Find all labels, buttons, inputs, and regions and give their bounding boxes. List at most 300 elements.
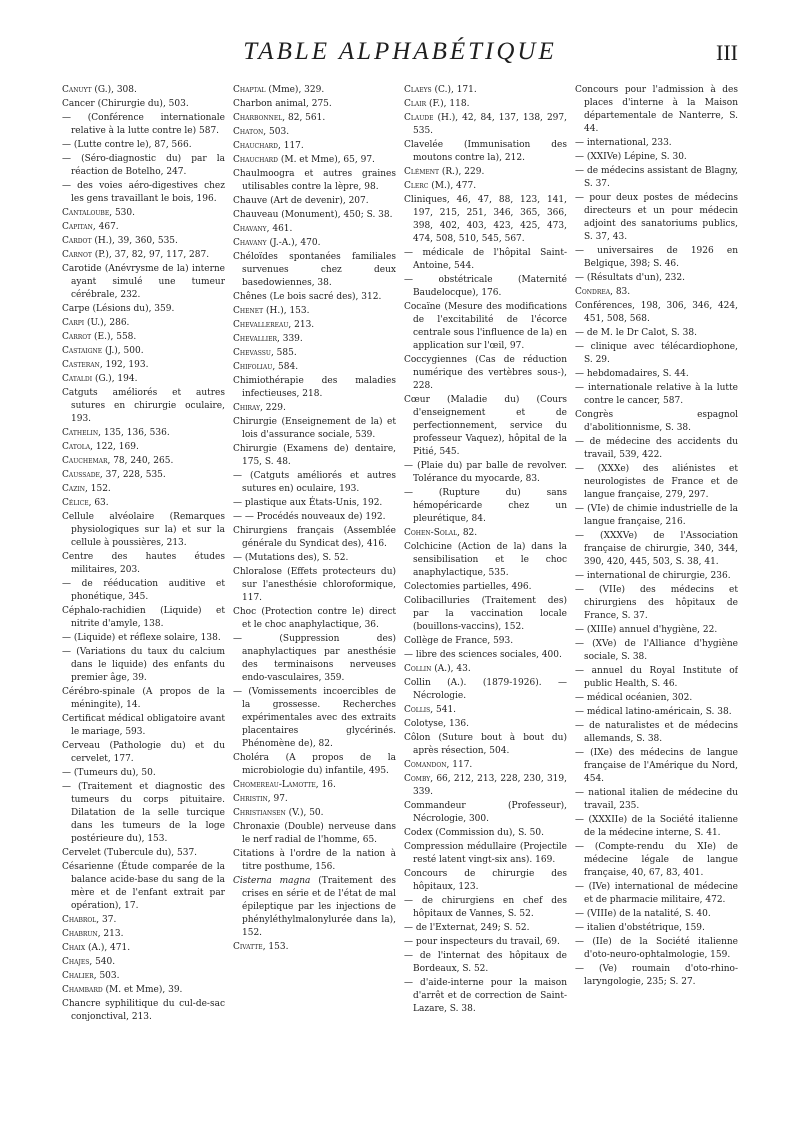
index-entry: [233, 195, 396, 208]
entry-text: Congrès espagnol d'abolitionnisme, S. 38.: [575, 410, 738, 433]
index-entry: [62, 847, 225, 860]
entry-text: Certificat médical obligatoire avant le mariage, 593.: [62, 714, 225, 737]
entry-text: (J.-A.), 470.: [266, 238, 321, 248]
index-entry: [233, 154, 396, 167]
index-entry: [62, 317, 225, 330]
entry-heading: Clerc: [404, 181, 429, 191]
entry-heading: Chavany: [233, 224, 267, 234]
index-entry: [62, 235, 225, 248]
entry-text: Citations à l'ordre de la nation à titre posthume, 156.: [233, 849, 396, 872]
index-entry: [62, 605, 225, 631]
index-entry: [575, 747, 738, 786]
entry-text: Colibacilluries (Traitement des) par la vaccination locale (bouillons-vaccins), 152.: [404, 596, 567, 632]
entry-text: Cliniques, 46, 47, 88, 123, 141, 197, 215, 251, 346, 365, 366, 398, 402, 403, 423, 425, 473, 474, 508, 510, 545, 567.: [404, 195, 567, 244]
entry-text: Cervelet (Tubercule du), 537.: [62, 848, 198, 858]
index-entry: [233, 209, 396, 222]
index-entry: [404, 581, 567, 594]
entry-text: — de naturalistes et de médecins allemands, S. 38.: [575, 721, 738, 744]
entry-text: — de M. le Dr Calot, S. 38.: [575, 328, 697, 338]
index-column-2: [233, 84, 396, 1134]
entry-text: — hebdomadaires, S. 44.: [575, 369, 689, 379]
entry-text: Chancre syphilitique du cul-de-sac conjonctival, 213.: [62, 999, 225, 1022]
index-entry: [233, 347, 396, 360]
entry-text: Chronaxie (Double) nerveuse dans le nerf radial de l'homme, 65.: [233, 822, 396, 845]
index-entry: [575, 165, 738, 191]
entry-text: Commandeur (Professeur), Nécrologie, 300.: [404, 801, 567, 824]
index-entry: [233, 333, 396, 346]
entry-heading: Chambard: [62, 985, 103, 995]
index-entry: [404, 84, 567, 97]
index-entry: [62, 956, 225, 969]
entry-text: , 122, 169.: [90, 442, 139, 452]
index-entry: [404, 394, 567, 459]
entry-text: — (VIe) de chimie industrielle de la langue française, 216.: [575, 504, 738, 527]
entry-heading: Clément: [404, 167, 440, 177]
index-entry: [233, 752, 396, 778]
entry-text: , 152.: [85, 484, 111, 494]
index-entry: [575, 272, 738, 285]
entry-text: Céphalo-rachidien (Liquide) et nitrite d'amyle, 138.: [62, 606, 225, 629]
index-entry: [233, 237, 396, 250]
index-entry: [575, 638, 738, 664]
entry-text: Colectomies partielles, 496.: [404, 582, 532, 592]
index-entry: [233, 443, 396, 469]
entry-heading: Charbonnel: [233, 113, 283, 123]
index-entry: [62, 928, 225, 941]
index-entry: [62, 303, 225, 316]
index-entry: [575, 570, 738, 583]
entry-text: — (XXIVe) Lépine, S. 30.: [575, 152, 687, 162]
index-entry: [404, 936, 567, 949]
index-entry: [62, 263, 225, 302]
entry-heading: Cataldi: [62, 374, 93, 384]
entry-text: Codex (Commission du), S. 50.: [404, 828, 544, 838]
entry-text: Colotyse, 136.: [404, 719, 470, 729]
entry-text: , 153.: [262, 942, 289, 952]
entry-text: (J.), 500.: [102, 346, 144, 356]
index-entry: [233, 223, 396, 236]
entry-text: — (Résultats d'un), 232.: [575, 273, 685, 283]
entry-heading: Chifoliau: [233, 362, 273, 372]
index-entry: [404, 247, 567, 273]
index-entry: [404, 732, 567, 758]
entry-heading: Cohen-Solal: [404, 528, 458, 538]
entry-text: — international de chirurgie, 236.: [575, 571, 731, 581]
entry-text: Conférences, 198, 306, 346, 424, 451, 508, 568.: [575, 301, 738, 324]
entry-text: Centre des hautes études militaires, 203.: [62, 552, 225, 575]
entry-text: — (XVe) de l'Alliance d'hygiène sociale, S. 38.: [575, 639, 738, 662]
entry-heading: Castaigne: [62, 346, 103, 356]
entry-text: Chaulmoogra et autres graines utilisables contre la lèpre, 98.: [233, 169, 396, 192]
entry-text: (M.), 477.: [428, 181, 477, 191]
entry-text: (Traitement des crises en série et de l'état de mal épileptique par les injections de phényléthylmalonylurée dans la), 152.: [242, 876, 396, 938]
entry-text: (V.), 50.: [285, 808, 324, 818]
index-entry: [233, 470, 396, 496]
index-entry: [575, 665, 738, 691]
index-entry: [575, 787, 738, 813]
entry-text: Chirurgie (Examens de) dentaire, 175, S. 48.: [233, 444, 396, 467]
index-entry: [62, 632, 225, 645]
entry-text: — — Procédés nouveaux de) 192.: [233, 512, 386, 522]
index-entry: [62, 713, 225, 739]
index-entry: [575, 584, 738, 623]
index-entry: [404, 663, 567, 676]
entry-text: , 461.: [266, 224, 293, 234]
entry-text: (A.), 471.: [85, 943, 131, 953]
index-entry: [404, 527, 567, 540]
entry-text: — internationale relative à la lutte contre le cancer, 587.: [575, 383, 738, 406]
index-entry: [62, 249, 225, 262]
entry-text: , 503.: [93, 971, 120, 981]
index-entry: [575, 692, 738, 705]
entry-heading: Canuyt: [62, 85, 92, 95]
entry-text: — national italien de médecine du travail, 235.: [575, 788, 738, 811]
index-entry: [575, 341, 738, 367]
entry-text: (G.), 308.: [91, 85, 137, 95]
index-entry: [404, 194, 567, 246]
index-entry: [62, 207, 225, 220]
index-entry: [62, 511, 225, 550]
index-entry: [575, 192, 738, 244]
entry-heading: Chaptal: [233, 85, 266, 95]
entry-text: — obstétricale (Maternité Baudelocque), 176.: [404, 275, 567, 298]
entry-text: , 83.: [610, 287, 631, 297]
entry-heading: Cauchemar: [62, 456, 108, 466]
index-entry: [62, 427, 225, 440]
entry-heading: Chauchard: [233, 155, 278, 165]
entry-text: — médical océanien, 302.: [575, 693, 693, 703]
index-entry: [404, 180, 567, 193]
index-entry: [404, 977, 567, 1016]
entry-text: Cerveau (Pathologie du) et du cervelet, 177.: [62, 741, 225, 764]
entry-text: Cellule alvéolaire (Remarques physiologiques sur la) et sur la cellule à poussières, 213.: [62, 512, 225, 548]
entry-text: , 37, 228, 535.: [99, 470, 166, 480]
entry-heading: Cardot: [62, 236, 92, 246]
entry-text: Choléra (A propos de la microbiologie du) infantile, 495.: [233, 753, 396, 776]
entry-text: — (Compte-rendu du XIe) de médecine légale de langue française, 40, 67, 83, 401.: [575, 842, 738, 878]
index-entry: [62, 84, 225, 97]
entry-text: — d'aide-interne pour la maison d'arrêt et de correction de Saint-Lazare, S. 38.: [404, 978, 567, 1014]
entry-text: Chauveau (Monument), 450; S. 38.: [233, 210, 393, 220]
entry-text: — (IVe) international de médecine et de pharmacie militaire, 472.: [575, 882, 738, 905]
index-entry: [404, 841, 567, 867]
index-entry: [62, 942, 225, 955]
entry-text: — pour deux postes de médecins directeurs et un pour médecin adjoint des sanatoriums publics, S. 37, 43.: [575, 193, 738, 242]
entry-text: — (Rupture du) sans hémopéricarde chez un pleurétique, 84.: [404, 488, 567, 524]
entry-text: — (XXXIIe) de la Société italienne de la médecine interne, S. 41.: [575, 815, 738, 838]
entry-text: — des voies aéro-digestives chez les gens travaillant le bois, 196.: [62, 181, 225, 204]
entry-text: — (XXXVe) de l'Association française de chirurgie, 340, 344, 390, 420, 445, 503, S. 38, 41.: [575, 531, 738, 567]
index-entry: [404, 718, 567, 731]
index-entry: [233, 84, 396, 97]
entry-text: , 540.: [89, 957, 116, 967]
index-entry: [404, 460, 567, 486]
index-entry: [62, 740, 225, 766]
index-entry: [233, 606, 396, 632]
entry-heading: Chajes: [62, 957, 90, 967]
entry-text: (F.), 118.: [426, 99, 470, 109]
index-entry: [575, 300, 738, 326]
index-entry: [62, 373, 225, 386]
entry-text: Concours de chirurgie des hôpitaux, 123.: [404, 869, 567, 892]
index-entry: [233, 779, 396, 792]
entry-text: Chirurgie (Enseignement de la) et lois d'assurance sociale, 539.: [233, 417, 396, 440]
entry-text: , 82, 561.: [282, 113, 326, 123]
entry-text: (H.), 39, 360, 535.: [91, 236, 178, 246]
entry-heading: Chaix: [62, 943, 86, 953]
index-entry: [404, 274, 567, 300]
index-entry: [404, 922, 567, 935]
entry-text: (C.), 171.: [431, 85, 477, 95]
entry-heading: Carrot: [62, 332, 92, 342]
index-entry: [404, 800, 567, 826]
index-entry: [575, 84, 738, 136]
index-column-3: [404, 84, 567, 1134]
entry-text: Colchicine (Action de la) dans la sensibilisation et le choc anaphylactique, 535.: [404, 542, 567, 578]
index-entry: [62, 646, 225, 685]
entry-text: — (VIIIe) de la natalité, S. 40.: [575, 909, 711, 919]
index-entry: [233, 319, 396, 332]
index-entry: [575, 530, 738, 569]
entry-heading: Chabrun: [62, 929, 98, 939]
entry-text: — (XIIIe) annuel d'hygiène, 22.: [575, 625, 718, 635]
entry-text: Chéloïdes spontanées familiales survenues chez deux basedowiennes, 38.: [233, 252, 396, 288]
entry-text: — (Ve) roumain d'oto-rhino-laryngologie, 235; S. 27.: [575, 964, 738, 987]
entry-text: (H.), 153.: [263, 306, 310, 316]
entry-text: Césarienne (Étude comparée de la balance acide-base du sang de la mère et de l'enfant extrait par opération), 17.: [62, 862, 225, 911]
entry-heading: Christiansen: [233, 808, 286, 818]
index-entry: [575, 151, 738, 164]
entry-text: — (Vomissements incoercibles de la grossesse. Recherches expérimentales avec des extraits placentaires glycérinés. Phénomène de), 82.: [233, 687, 396, 749]
entry-heading: Condrea: [575, 287, 611, 297]
entry-text: (R.), 229.: [439, 167, 485, 177]
entry-text: Chauve (Art de devenir), 207.: [233, 196, 369, 206]
entry-text: , 541.: [430, 705, 457, 715]
index-entry: [575, 814, 738, 840]
index-entry: [404, 301, 567, 353]
entry-heading: Clair: [404, 99, 427, 109]
entry-heading: Caussade: [62, 470, 100, 480]
index-entry: [62, 221, 225, 234]
entry-text: Côlon (Suture bout à bout du) après résection, 504.: [404, 733, 567, 756]
index-entry: [233, 291, 396, 304]
entry-text: — (Mutations des), S. 52.: [233, 553, 349, 563]
entry-text: — (Tumeurs du), 50.: [62, 768, 156, 778]
index-entry: [233, 807, 396, 820]
entry-heading: Claude: [404, 113, 434, 123]
index-column-1: [62, 84, 225, 1134]
entry-heading: Chalier: [62, 971, 94, 981]
entry-text: — plastique aux États-Unis, 192.: [233, 498, 383, 508]
index-entry: [233, 686, 396, 751]
index-entry: [233, 525, 396, 551]
index-entry: [575, 963, 738, 989]
index-entry: [575, 706, 738, 719]
index-entry: [62, 469, 225, 482]
index-entry: [575, 463, 738, 502]
index-entry: [62, 483, 225, 496]
index-entry: [575, 382, 738, 408]
index-entry: [62, 861, 225, 913]
index-entry: [233, 251, 396, 290]
index-entry: [575, 922, 738, 935]
entry-text: , 66, 212, 213, 228, 230, 319, 339.: [413, 774, 567, 797]
entry-text: — italien d'obstétrique, 159.: [575, 923, 705, 933]
index-entry: [404, 649, 567, 662]
index-entry: [62, 180, 225, 206]
entry-text: — (Plaie du) par balle de revolver. Tolérance du myocarde, 83.: [404, 461, 567, 484]
index-entry: [404, 354, 567, 393]
entry-text: — de l'internat des hôpitaux de Bordeaux, S. 52.: [404, 951, 567, 974]
index-entry: [233, 416, 396, 442]
entry-text: Carpe (Lésions du), 359.: [62, 304, 175, 314]
entry-heading: Cantaloube: [62, 208, 110, 218]
entry-text: — (VIIe) des médecins et chirurgiens des hôpitaux de France, S. 37.: [575, 585, 738, 621]
index-entry: [233, 633, 396, 685]
entry-heading: Chomereau-Lamotte: [233, 780, 316, 790]
page-number: III: [716, 40, 738, 65]
entry-heading: Chabrol: [62, 915, 97, 925]
entry-text: Charbon animal, 275.: [233, 99, 332, 109]
entry-text: Carotide (Anévrysme de la) interne ayant simulé une tumeur cérébrale, 232.: [62, 264, 225, 300]
entry-heading: Civatte: [233, 942, 263, 952]
entry-text: Coccygiennes (Cas de réduction numérique des vertèbres sous-), 228.: [404, 355, 567, 391]
index-entry: [62, 455, 225, 468]
entry-text: , 530.: [109, 208, 135, 218]
index-entry: [62, 767, 225, 780]
entry-heading: Chaton: [233, 127, 264, 137]
index-entry: [62, 98, 225, 111]
index-entry: [233, 848, 396, 874]
entry-heading: Capitan: [62, 222, 93, 232]
entry-heading: Carpi: [62, 318, 85, 328]
index-entry: [404, 595, 567, 634]
entry-text: — de l'Externat, 249; S. 52.: [404, 923, 530, 933]
index-entry: [233, 305, 396, 318]
entry-text: , 229.: [260, 403, 286, 413]
entry-text: (G.), 194.: [92, 374, 138, 384]
entry-text: — (IXe) des médecins de langue française de l'Amérique du Nord, 454.: [575, 748, 738, 784]
index-entry: [404, 112, 567, 138]
entry-text: , 135, 136, 536.: [98, 428, 170, 438]
entry-text: Clavelée (Immunisation des moutons contre la), 212.: [404, 140, 567, 163]
entry-text: Cérébro-spinale (A propos de la méningite), 14.: [62, 687, 225, 710]
index-entry: [404, 166, 567, 179]
index-entry: [575, 908, 738, 921]
index-entry: [233, 168, 396, 194]
entry-text: — clinique avec télécardiophone, S. 29.: [575, 342, 738, 365]
index-entry: [575, 409, 738, 435]
index-entry: [404, 635, 567, 648]
index-entry: [233, 98, 396, 111]
entry-text: , 117.: [278, 141, 304, 151]
entry-text: — international, 233.: [575, 138, 672, 148]
entry-text: — (Suppression des) anaphylactiques par anesthésie des terminaisons nerveuses endo-vasculaires, 359.: [233, 634, 396, 683]
entry-text: Collin (A.). (1879-1926). — Nécrologie.: [404, 678, 567, 701]
entry-text: , 339.: [277, 334, 303, 344]
entry-text: , 82.: [457, 528, 478, 538]
entry-heading: Chauchard: [233, 141, 278, 151]
entry-text: — (XXXe) des aliénistes et neurologistes de France et de langue française, 279, 297.: [575, 464, 738, 500]
entry-text: (A.), 43.: [431, 664, 471, 674]
entry-text: (E.), 558.: [91, 332, 137, 342]
entry-text: , 192, 193.: [99, 360, 149, 370]
index-entry: [62, 497, 225, 510]
index-entry: [233, 511, 396, 524]
entry-heading: Comby: [404, 774, 431, 784]
entry-heading: Comandon: [404, 760, 447, 770]
index-entry: [62, 112, 225, 138]
index-entry: [233, 140, 396, 153]
entry-text: Catguts améliorés et autres sutures en chirurgie oculaire, 193.: [62, 388, 225, 424]
entry-text: — de rééducation auditive et phonétique, 345.: [62, 579, 225, 602]
entry-text: (P.), 37, 82, 97, 117, 287.: [91, 250, 210, 260]
entry-text: , 503.: [263, 127, 290, 137]
entry-heading: Chevassu: [233, 348, 271, 358]
entry-text: , 63.: [88, 498, 109, 508]
index-entry: [62, 153, 225, 179]
index-entry: [62, 331, 225, 344]
index-entry: [62, 359, 225, 372]
index-entry: [575, 436, 738, 462]
index-columns: [62, 84, 740, 1134]
entry-text: Chênes (Le bois sacré des), 312.: [233, 292, 382, 302]
entry-text: — (Liquide) et réflexe solaire, 138.: [62, 633, 221, 643]
entry-text: Chimiothérapie des maladies infectieuses, 218.: [233, 376, 396, 399]
index-entry: [233, 361, 396, 374]
index-entry: [233, 552, 396, 565]
entry-heading: Christin: [233, 794, 268, 804]
entry-text: (H.), 42, 84, 137, 138, 297, 535.: [413, 113, 567, 136]
entry-text: Choc (Protection contre le) direct et le choc anaphylactique, 36.: [233, 607, 396, 630]
entry-text: (Mme), 329.: [265, 85, 325, 95]
index-entry: [62, 551, 225, 577]
entry-text: (M. et Mme), 39.: [102, 985, 183, 995]
entry-text: , 16.: [315, 780, 336, 790]
entry-text: (M. et Mme), 65, 97.: [278, 155, 375, 165]
entry-text: — médical latino-américain, S. 38.: [575, 707, 732, 717]
index-entry: [575, 720, 738, 746]
entry-text: — de chirurgiens en chef des hôpitaux de Vannes, S. 52.: [404, 896, 567, 919]
entry-text: — universaires de 1926 en Belgique, 398; S. 46.: [575, 246, 738, 269]
entry-heading: Chevallereau: [233, 320, 289, 330]
index-entry: [404, 827, 567, 840]
index-entry: [404, 773, 567, 799]
entry-text: — (IIe) de la Société italienne d'oto-neuro-ophtalmologie, 159.: [575, 937, 738, 960]
entry-text: , 97.: [267, 794, 288, 804]
entry-text: (U.), 286.: [84, 318, 130, 328]
index-entry: [62, 441, 225, 454]
entry-text: — (Catguts améliorés et autres sutures en) oculaire, 193.: [233, 471, 396, 494]
index-entry: [404, 487, 567, 526]
entry-heading: Chiray: [233, 403, 261, 413]
index-entry: [62, 970, 225, 983]
index-entry: [233, 566, 396, 605]
entry-heading: Collis: [404, 705, 431, 715]
index-column-4: [575, 84, 738, 1134]
index-entry: [404, 139, 567, 165]
index-entry: [62, 139, 225, 152]
entry-heading: Célice: [62, 498, 89, 508]
entry-text: Chirurgiens français (Assemblée générale du Syndicat des), 416.: [233, 526, 396, 549]
entry-text: — (Séro-diagnostic du) par la réaction de Botelho, 247.: [62, 154, 225, 177]
index-entry: [62, 781, 225, 846]
entry-text: Compression médullaire (Projectile resté latent vingt-six ans). 169.: [404, 842, 567, 865]
index-entry: [62, 686, 225, 712]
index-entry: [575, 245, 738, 271]
entry-text: — de médecins assistant de Blagny, S. 37.: [575, 166, 738, 189]
index-entry: [404, 759, 567, 772]
